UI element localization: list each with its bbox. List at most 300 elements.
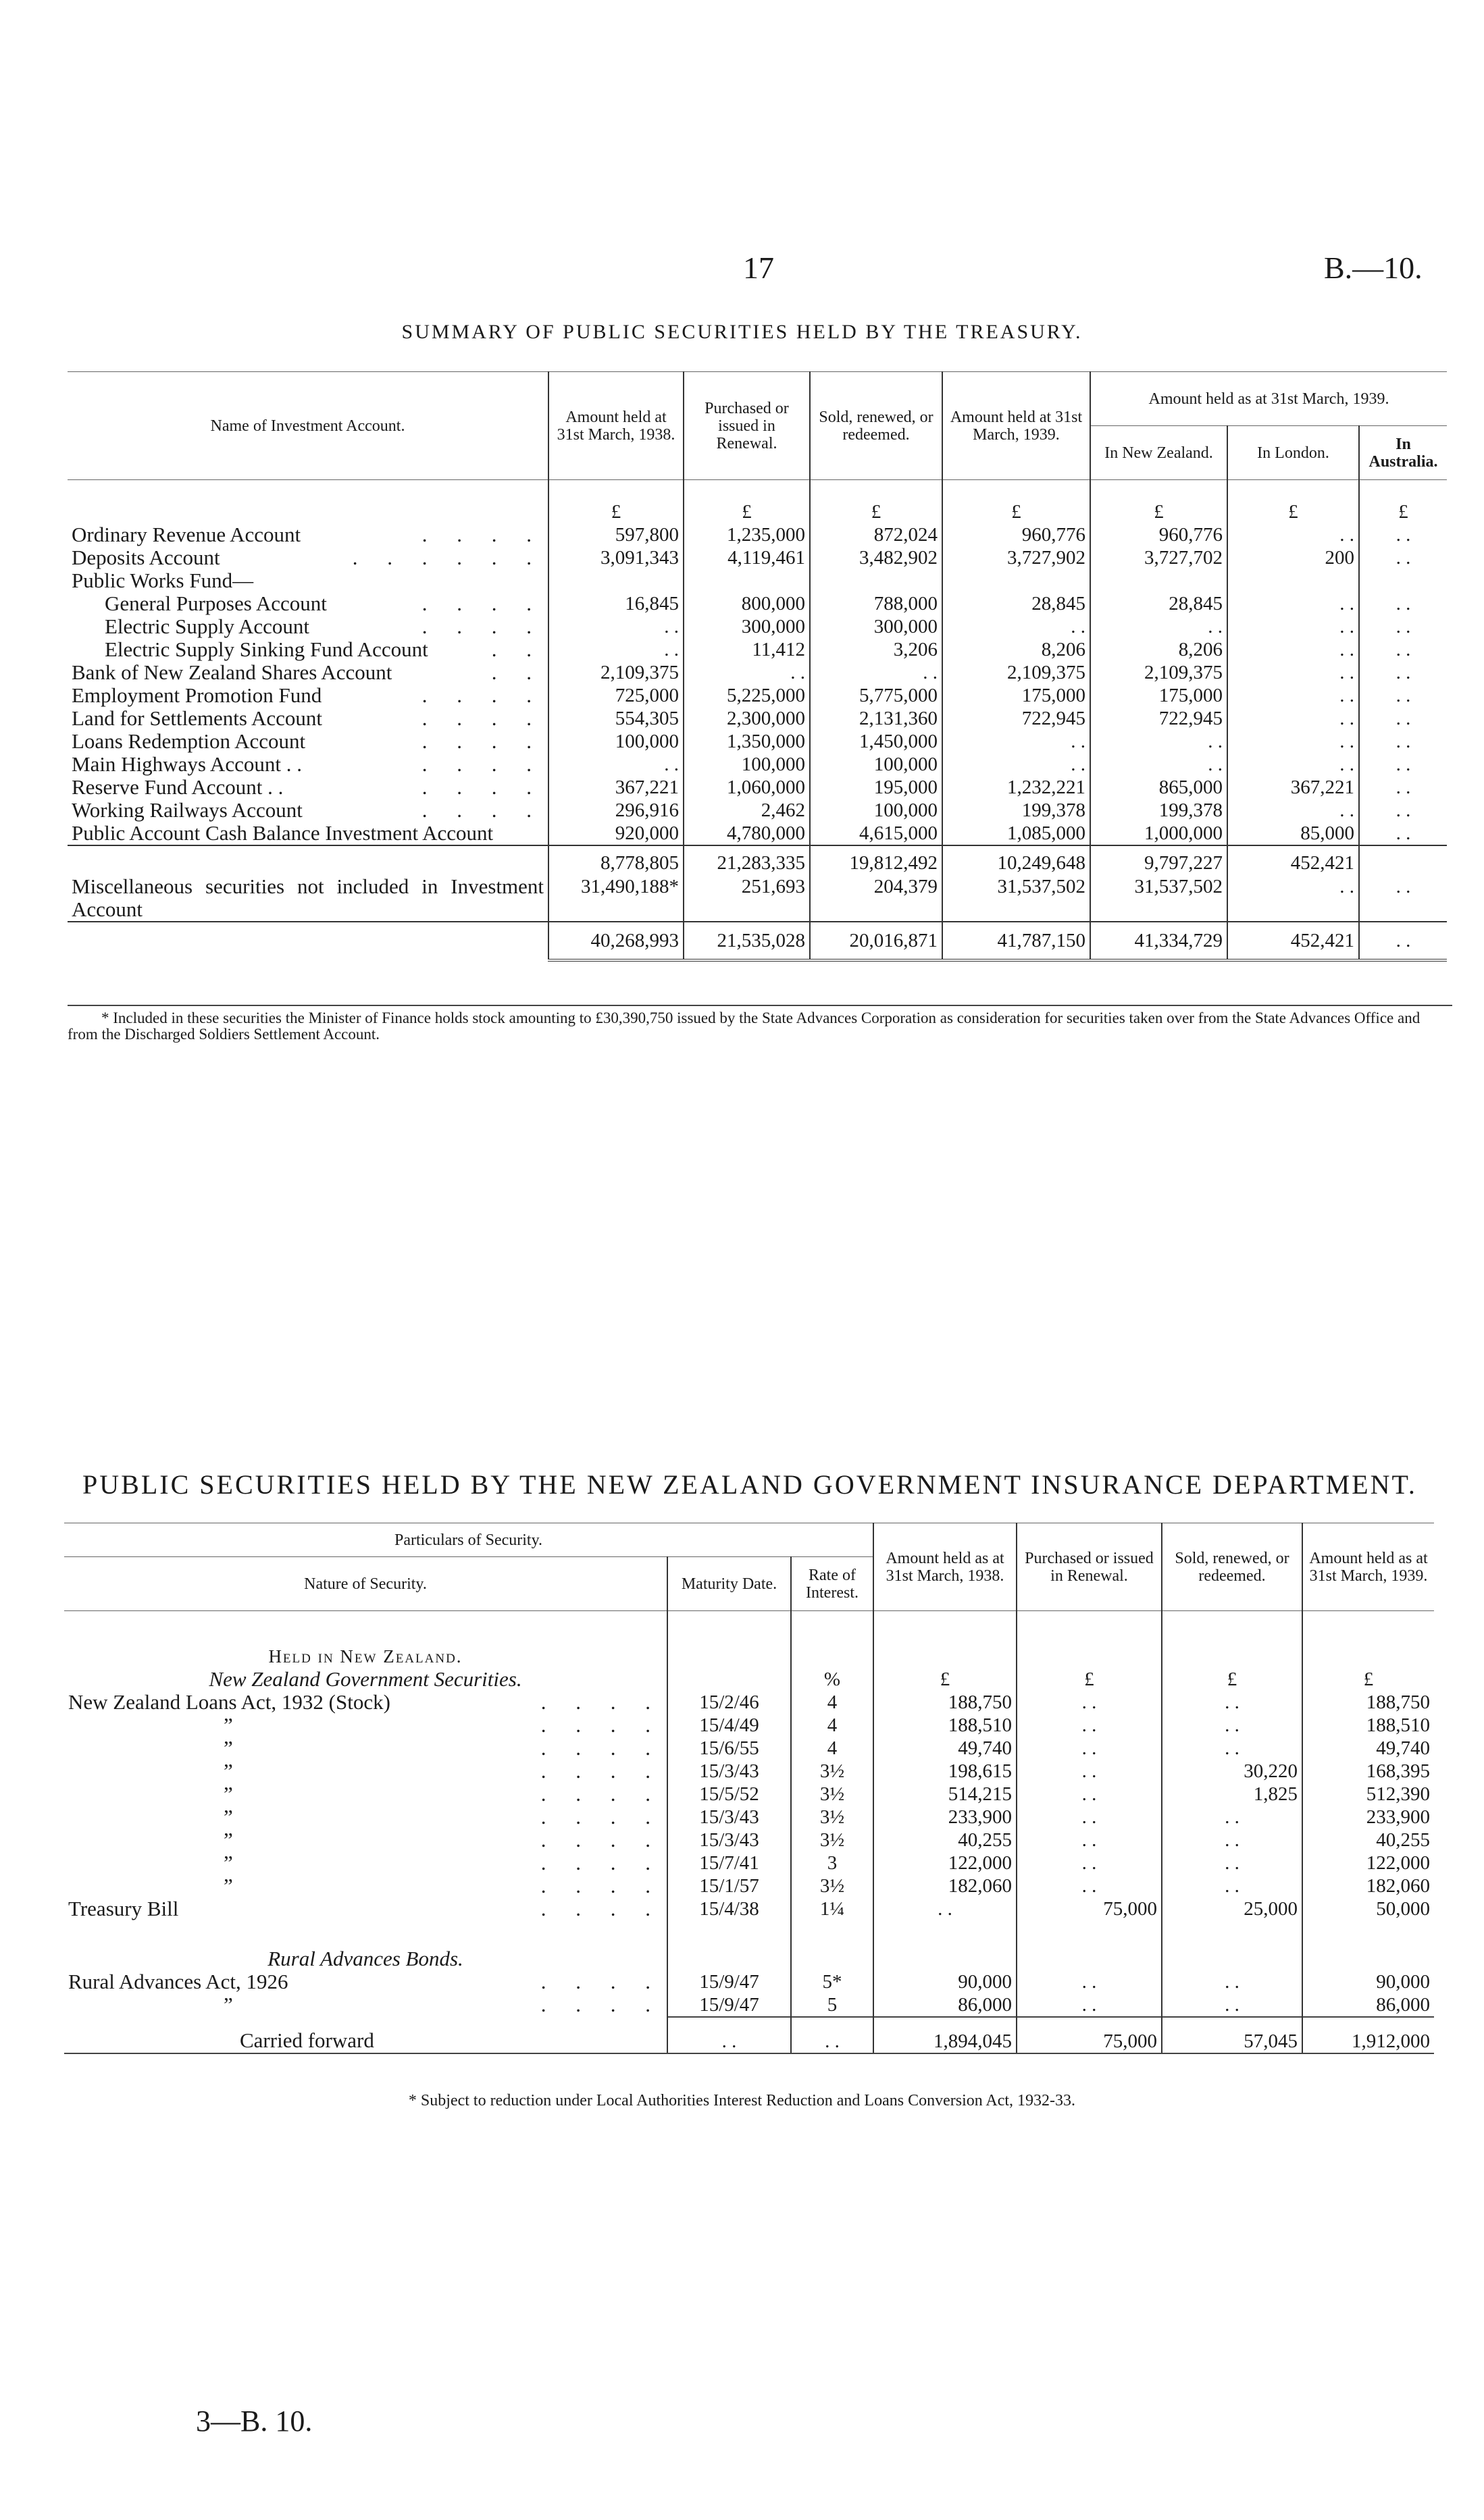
security-name xyxy=(64,1806,667,1829)
amount-cell: 122,000 xyxy=(1302,1852,1434,1874)
amount-cell: . . xyxy=(1359,523,1447,546)
leader-dots: . . . . xyxy=(540,1970,663,1993)
security-name xyxy=(64,1874,667,1897)
carried-forward-amount: 57,045 xyxy=(1162,2017,1302,2053)
amount-cell: . . xyxy=(684,661,810,684)
amount-cell: 40,255 xyxy=(873,1829,1017,1852)
amount-cell: . . xyxy=(873,1897,1017,1920)
amount-cell: 872,024 xyxy=(810,523,942,546)
amount-cell: 8,206 xyxy=(1090,638,1227,661)
amount-cell: 100,000 xyxy=(548,730,684,753)
table-row xyxy=(68,707,1447,730)
amount-cell: 2,300,000 xyxy=(684,707,810,730)
table-row xyxy=(64,1714,1434,1737)
amount-cell xyxy=(548,569,684,592)
interest-rate: 1¼ xyxy=(791,1897,873,1920)
amount-cell: 188,750 xyxy=(873,1691,1017,1714)
table-row xyxy=(68,799,1447,822)
ditto-mark: ” xyxy=(224,1782,233,1806)
currency-symbol: £ xyxy=(548,500,684,523)
amount-cell: . . xyxy=(1227,615,1359,638)
header-group: Amount held as at 31st March, 1939. xyxy=(1090,372,1447,426)
amount-cell: . . xyxy=(1162,1970,1302,1993)
header-held-1938: Amount held at 31st March, 1938. xyxy=(548,372,684,480)
table-row xyxy=(68,822,1447,845)
header-rate: Rate of Interest. xyxy=(791,1557,873,1611)
table-row xyxy=(64,1993,1434,2017)
amount-cell: 2,131,360 xyxy=(810,707,942,730)
security-name-label: New Zealand Loans Act, 1932 (Stock) xyxy=(68,1690,390,1714)
table-row xyxy=(64,1737,1434,1760)
interest-rate: 3½ xyxy=(791,1829,873,1852)
account-name-label: Ordinary Revenue Account xyxy=(72,523,301,546)
maturity-date: 15/7/41 xyxy=(667,1852,791,1874)
leader-dots: . . . . xyxy=(540,1713,663,1737)
account-name-label: Land for Settlements Account xyxy=(72,706,323,730)
header-particulars: Particulars of Security. xyxy=(64,1523,873,1557)
account-name-label: Working Railways Account xyxy=(72,798,303,822)
amount-cell: . . xyxy=(1227,661,1359,684)
total-cell: 20,016,871 xyxy=(810,922,942,960)
empty-cell xyxy=(1017,1645,1162,1668)
amount-cell: . . xyxy=(942,753,1090,776)
subtotal-cell: 9,797,227 xyxy=(1090,845,1227,875)
amount-cell: 28,845 xyxy=(942,592,1090,615)
page-signature: 3—B. 10. xyxy=(196,2405,313,2438)
account-name xyxy=(68,707,548,730)
amount-cell: . . xyxy=(548,615,684,638)
section-row xyxy=(64,1645,1434,1668)
amount-cell: 960,776 xyxy=(942,523,1090,546)
carried-forward-text: Carried forward xyxy=(240,2028,374,2052)
amount-cell xyxy=(810,569,942,592)
amount-cell: . . xyxy=(1162,1806,1302,1829)
security-name xyxy=(64,1714,667,1737)
amount-cell: . . xyxy=(1017,1783,1162,1806)
insurance-securities-table xyxy=(64,1523,1434,2054)
table1-title: SUMMARY OF PUBLIC SECURITIES HELD BY THE TREASURY. xyxy=(401,321,1083,343)
amount-cell: . . xyxy=(1162,1737,1302,1760)
subtotal-row xyxy=(68,845,1447,875)
amount-cell: . . xyxy=(1017,1691,1162,1714)
account-name xyxy=(68,523,548,546)
leader-dots: . . . . xyxy=(421,592,544,615)
amount-cell: 722,945 xyxy=(942,707,1090,730)
account-name xyxy=(68,615,548,638)
table-row xyxy=(64,1806,1434,1829)
interest-rate: 3½ xyxy=(791,1760,873,1783)
amount-cell: 514,215 xyxy=(873,1783,1017,1806)
table-row xyxy=(64,1783,1434,1806)
maturity-date: 15/3/43 xyxy=(667,1760,791,1783)
amount-cell: 8,206 xyxy=(942,638,1090,661)
currency-symbol: £ xyxy=(1302,1668,1434,1691)
table-row xyxy=(68,638,1447,661)
amount-cell: 3,482,902 xyxy=(810,546,942,569)
header-held-1939: Amount held at 31st March, 1939. xyxy=(942,372,1090,480)
carried-forward-row xyxy=(64,2017,1434,2053)
total-cell: . . xyxy=(1359,922,1447,960)
empty-cell xyxy=(667,1947,791,1970)
spacer-cell xyxy=(548,480,684,500)
amount-cell: 4,615,000 xyxy=(810,822,942,845)
leader-dots: . . . . xyxy=(421,775,544,799)
amount-cell: 865,000 xyxy=(1090,776,1227,799)
account-name-label: Electric Supply Account xyxy=(105,614,310,638)
interest-rate: 4 xyxy=(791,1691,873,1714)
amount-cell: 75,000 xyxy=(1017,1897,1162,1920)
leader-dots: . . . . xyxy=(540,1874,663,1897)
section-held-in-nz: Held in New Zealand. xyxy=(268,1646,463,1666)
subtotal-cell: 21,283,335 xyxy=(684,845,810,875)
amount-cell: 199,378 xyxy=(942,799,1090,822)
amount-cell: . . xyxy=(1359,799,1447,822)
amount-cell: 198,615 xyxy=(873,1760,1017,1783)
total-label xyxy=(68,922,548,960)
amount-cell: 2,109,375 xyxy=(1090,661,1227,684)
account-name-label: Employment Promotion Fund xyxy=(72,683,322,707)
carried-forward-amount: 1,912,000 xyxy=(1302,2017,1434,2053)
amount-cell xyxy=(942,569,1090,592)
amount-cell: 199,378 xyxy=(1090,799,1227,822)
empty-cell xyxy=(791,1947,873,1970)
amount-cell: . . xyxy=(1017,1806,1162,1829)
currency-symbol: £ xyxy=(1227,500,1359,523)
amount-cell: . . xyxy=(1162,1691,1302,1714)
account-name-label: Electric Supply Sinking Fund Account xyxy=(105,637,428,661)
amount-cell: . . xyxy=(1227,684,1359,707)
table-row xyxy=(64,1852,1434,1874)
security-name xyxy=(64,1897,667,1920)
account-name xyxy=(68,799,548,822)
amount-cell: . . xyxy=(1359,707,1447,730)
subtotal-cell: 19,812,492 xyxy=(810,845,942,875)
amount-cell: 4,119,461 xyxy=(684,546,810,569)
spacer-cell xyxy=(68,480,548,500)
total-cell: 41,787,150 xyxy=(942,922,1090,960)
amount-cell: 25,000 xyxy=(1162,1897,1302,1920)
amount-cell: . . xyxy=(1090,615,1227,638)
total-cell: 41,334,729 xyxy=(1090,922,1227,960)
total-row xyxy=(68,922,1447,960)
section-row xyxy=(64,1920,1434,1947)
table-row xyxy=(68,592,1447,615)
subtotal-cell: 452,421 xyxy=(1227,845,1359,875)
amount-cell: . . xyxy=(548,753,684,776)
misc-cell: 31,537,502 xyxy=(942,875,1090,922)
account-name xyxy=(68,592,548,615)
leader-dots: . . . . xyxy=(540,1993,663,2016)
leader-dots: . . xyxy=(491,637,544,661)
misc-cell: 251,693 xyxy=(684,875,810,922)
header-purchased: Purchased or issued in Renewal. xyxy=(1017,1523,1162,1611)
amount-cell: . . xyxy=(1017,1993,1162,2017)
leader-dots: . . . . xyxy=(540,1782,663,1806)
amount-cell: 5,225,000 xyxy=(684,684,810,707)
amount-cell: . . xyxy=(942,615,1090,638)
empty-cell xyxy=(667,1920,791,1947)
amount-cell: 49,740 xyxy=(1302,1737,1434,1760)
subtotal-cell xyxy=(1359,845,1447,875)
ditto-mark: ” xyxy=(224,1828,233,1852)
table-row xyxy=(64,1691,1434,1714)
amount-cell: 175,000 xyxy=(942,684,1090,707)
amount-cell: 30,220 xyxy=(1162,1760,1302,1783)
amount-cell: 1,450,000 xyxy=(810,730,942,753)
header-sold: Sold, renewed, or redeemed. xyxy=(1162,1523,1302,1611)
amount-cell: 3,727,702 xyxy=(1090,546,1227,569)
spacer-row xyxy=(68,480,1447,500)
amount-cell: . . xyxy=(1359,615,1447,638)
total-cell: 21,535,028 xyxy=(684,922,810,960)
amount-cell: . . xyxy=(1162,1874,1302,1897)
maturity-date: 15/5/52 xyxy=(667,1783,791,1806)
empty-cell xyxy=(667,1611,791,1645)
security-name xyxy=(64,1737,667,1760)
amount-cell: 800,000 xyxy=(684,592,810,615)
amount-cell: . . xyxy=(942,730,1090,753)
misc-cell: 204,379 xyxy=(810,875,942,922)
percent-symbol: % xyxy=(791,1668,873,1691)
empty-cell xyxy=(1017,1920,1162,1947)
amount-cell: . . xyxy=(1017,1760,1162,1783)
table-row xyxy=(68,730,1447,753)
leader-dots: . . . . xyxy=(421,683,544,707)
maturity-date: 15/2/46 xyxy=(667,1691,791,1714)
currency-symbol: £ xyxy=(1090,500,1227,523)
interest-rate: 5* xyxy=(791,1970,873,1993)
amount-cell: . . xyxy=(1090,730,1227,753)
ditto-mark: ” xyxy=(224,1736,233,1760)
subtotal-cell: 10,249,648 xyxy=(942,845,1090,875)
amount-cell: . . xyxy=(1359,546,1447,569)
ditto-mark: ” xyxy=(224,1805,233,1829)
amount-cell xyxy=(1359,569,1447,592)
account-name xyxy=(68,661,548,684)
amount-cell: 4,780,000 xyxy=(684,822,810,845)
amount-cell: 195,000 xyxy=(810,776,942,799)
amount-cell: . . xyxy=(1359,730,1447,753)
amount-cell: . . xyxy=(548,638,684,661)
amount-cell xyxy=(1090,569,1227,592)
table-row xyxy=(68,615,1447,638)
misc-cell: . . xyxy=(1227,875,1359,922)
amount-cell xyxy=(684,569,810,592)
amount-cell: 960,776 xyxy=(1090,523,1227,546)
total-cell: 452,421 xyxy=(1227,922,1359,960)
amount-cell: . . xyxy=(1359,592,1447,615)
security-name xyxy=(64,1829,667,1852)
account-name xyxy=(68,753,548,776)
security-name-label: Treasury Bill xyxy=(68,1897,179,1920)
amount-cell: 1,235,000 xyxy=(684,523,810,546)
amount-cell: 3,091,343 xyxy=(548,546,684,569)
amount-cell: 3,727,902 xyxy=(942,546,1090,569)
amount-cell: 188,510 xyxy=(873,1714,1017,1737)
carried-forward-amount: 1,894,045 xyxy=(873,2017,1017,2053)
ditto-mark: ” xyxy=(224,1851,233,1874)
amount-cell: . . xyxy=(1227,592,1359,615)
interest-rate: 4 xyxy=(791,1737,873,1760)
misc-cell: 31,537,502 xyxy=(1090,875,1227,922)
amount-cell: . . xyxy=(1162,1993,1302,2017)
carried-forward-maturity: . . xyxy=(667,2017,791,2053)
leader-dots: . . . . . . xyxy=(352,546,544,569)
table-row xyxy=(68,776,1447,799)
amount-cell: 182,060 xyxy=(1302,1874,1434,1897)
account-name xyxy=(68,569,548,592)
amount-cell: . . xyxy=(1017,1737,1162,1760)
account-name-label: General Purposes Account xyxy=(105,592,327,615)
subsection-rural-bonds: Rural Advances Bonds. xyxy=(267,1947,463,1970)
amount-cell: . . xyxy=(1227,523,1359,546)
spacer-cell xyxy=(1359,480,1447,500)
amount-cell: 725,000 xyxy=(548,684,684,707)
header-name: Name of Investment Account. xyxy=(68,372,548,480)
table-row xyxy=(68,523,1447,546)
amount-cell: . . xyxy=(1162,1829,1302,1852)
amount-cell: 50,000 xyxy=(1302,1897,1434,1920)
maturity-date: 15/1/57 xyxy=(667,1874,791,1897)
carried-forward-label xyxy=(64,2017,667,2053)
leader-dots: . . . . xyxy=(421,614,544,638)
currency-symbol: £ xyxy=(1017,1668,1162,1691)
empty-cell xyxy=(667,1668,791,1691)
amount-cell: . . xyxy=(1359,638,1447,661)
spacer-cell xyxy=(684,480,810,500)
misc-row xyxy=(68,875,1447,922)
currency-symbol: £ xyxy=(942,500,1090,523)
empty-cell xyxy=(1162,1645,1302,1668)
amount-cell: . . xyxy=(1017,1852,1162,1874)
empty-cell xyxy=(1162,1947,1302,1970)
amount-cell: . . xyxy=(1359,661,1447,684)
empty-cell xyxy=(791,1920,873,1947)
leader-dots: . . . . xyxy=(421,729,544,753)
table-row xyxy=(68,569,1447,592)
leader-dots: . . . . xyxy=(421,706,544,730)
leader-dots: . . . . xyxy=(540,1759,663,1783)
amount-cell: . . xyxy=(1359,776,1447,799)
amount-cell: 2,109,375 xyxy=(548,661,684,684)
amount-cell: 1,085,000 xyxy=(942,822,1090,845)
amount-cell: 90,000 xyxy=(1302,1970,1434,1993)
amount-cell: . . xyxy=(1227,799,1359,822)
account-name xyxy=(68,638,548,661)
interest-rate: 3½ xyxy=(791,1874,873,1897)
total-cell: 40,268,993 xyxy=(548,922,684,960)
amount-cell: 512,390 xyxy=(1302,1783,1434,1806)
table-row xyxy=(64,1760,1434,1783)
table-row xyxy=(68,546,1447,569)
account-name xyxy=(68,822,548,845)
amount-cell: . . xyxy=(1359,822,1447,845)
account-name-label: Public Works Fund— xyxy=(72,569,254,592)
leader-dots: . . . . xyxy=(421,523,544,546)
leader-dots: . . . . xyxy=(540,1851,663,1874)
amount-cell: 188,750 xyxy=(1302,1691,1434,1714)
spacer-cell xyxy=(810,480,942,500)
header-london: In London. xyxy=(1227,426,1359,480)
account-name xyxy=(68,546,548,569)
document-reference: B.—10. xyxy=(1324,251,1423,285)
amount-cell: 86,000 xyxy=(873,1993,1017,2017)
table2-title: PUBLIC SECURITIES HELD BY THE NEW ZEALAND GOVERNMENT INSURANCE DEPARTMENT. xyxy=(82,1469,1417,1500)
ditto-mark: ” xyxy=(224,1713,233,1737)
amount-cell: 3,206 xyxy=(810,638,942,661)
leader-dots: . . . . xyxy=(540,1897,663,1920)
subsection-row xyxy=(64,1668,1434,1691)
amount-cell: 11,412 xyxy=(684,638,810,661)
currency-symbol: £ xyxy=(1162,1668,1302,1691)
amount-cell: 49,740 xyxy=(873,1737,1017,1760)
amount-cell: . . xyxy=(1090,753,1227,776)
amount-cell: 200 xyxy=(1227,546,1359,569)
amount-cell: 300,000 xyxy=(810,615,942,638)
page-number: 17 xyxy=(743,251,774,285)
empty-cell xyxy=(873,1645,1017,1668)
amount-cell: 188,510 xyxy=(1302,1714,1434,1737)
amount-cell: 1,232,221 xyxy=(942,776,1090,799)
amount-cell: 597,800 xyxy=(548,523,684,546)
amount-cell: 1,000,000 xyxy=(1090,822,1227,845)
table-row xyxy=(64,1897,1434,1920)
amount-cell: 28,845 xyxy=(1090,592,1227,615)
treasury-securities-table xyxy=(68,371,1447,962)
amount-cell: 920,000 xyxy=(548,822,684,845)
interest-rate: 4 xyxy=(791,1714,873,1737)
table-row xyxy=(64,1970,1434,1993)
amount-cell: 233,900 xyxy=(1302,1806,1434,1829)
amount-cell: 296,916 xyxy=(548,799,684,822)
amount-cell: . . xyxy=(1227,730,1359,753)
interest-rate: 3 xyxy=(791,1852,873,1874)
amount-cell: 16,845 xyxy=(548,592,684,615)
account-name xyxy=(68,776,548,799)
empty-cell xyxy=(667,1645,791,1668)
amount-cell: . . xyxy=(1017,1874,1162,1897)
amount-cell: . . xyxy=(1017,1970,1162,1993)
ditto-mark: ” xyxy=(224,1874,233,1897)
amount-cell: 122,000 xyxy=(873,1852,1017,1874)
account-name-label: Public Account Cash Balance Investment Account xyxy=(72,821,494,845)
amount-cell xyxy=(1227,569,1359,592)
subtotal-cell: 8,778,805 xyxy=(548,845,684,875)
leader-dots: . . . . xyxy=(540,1690,663,1714)
leader-dots: . . . . xyxy=(540,1805,663,1829)
leader-dots: . . . . xyxy=(540,1828,663,1852)
ditto-mark: ” xyxy=(224,1759,233,1783)
empty-cell xyxy=(1162,1920,1302,1947)
maturity-date: 15/9/47 xyxy=(667,1970,791,1993)
amount-cell: . . xyxy=(810,661,942,684)
misc-cell: 31,490,188* xyxy=(548,875,684,922)
spacer-row xyxy=(64,1920,667,1947)
amount-cell: 168,395 xyxy=(1302,1760,1434,1783)
header-nz: In New Zealand. xyxy=(1090,426,1227,480)
maturity-date: 15/4/49 xyxy=(667,1714,791,1737)
security-name xyxy=(64,1970,667,1993)
header-held-1939: Amount held as at 31st March, 1939. xyxy=(1302,1523,1434,1611)
account-name-label: Main Highways Account . . xyxy=(72,752,302,776)
header-held-1938: Amount held as at 31st March, 1938. xyxy=(873,1523,1017,1611)
empty-cell xyxy=(1017,1947,1162,1970)
amount-cell: 554,305 xyxy=(548,707,684,730)
currency-symbol: £ xyxy=(873,1668,1017,1691)
misc-name: Miscellaneous securities not included in Investment Account xyxy=(72,874,544,921)
empty-cell xyxy=(791,1611,873,1645)
security-name xyxy=(64,1783,667,1806)
